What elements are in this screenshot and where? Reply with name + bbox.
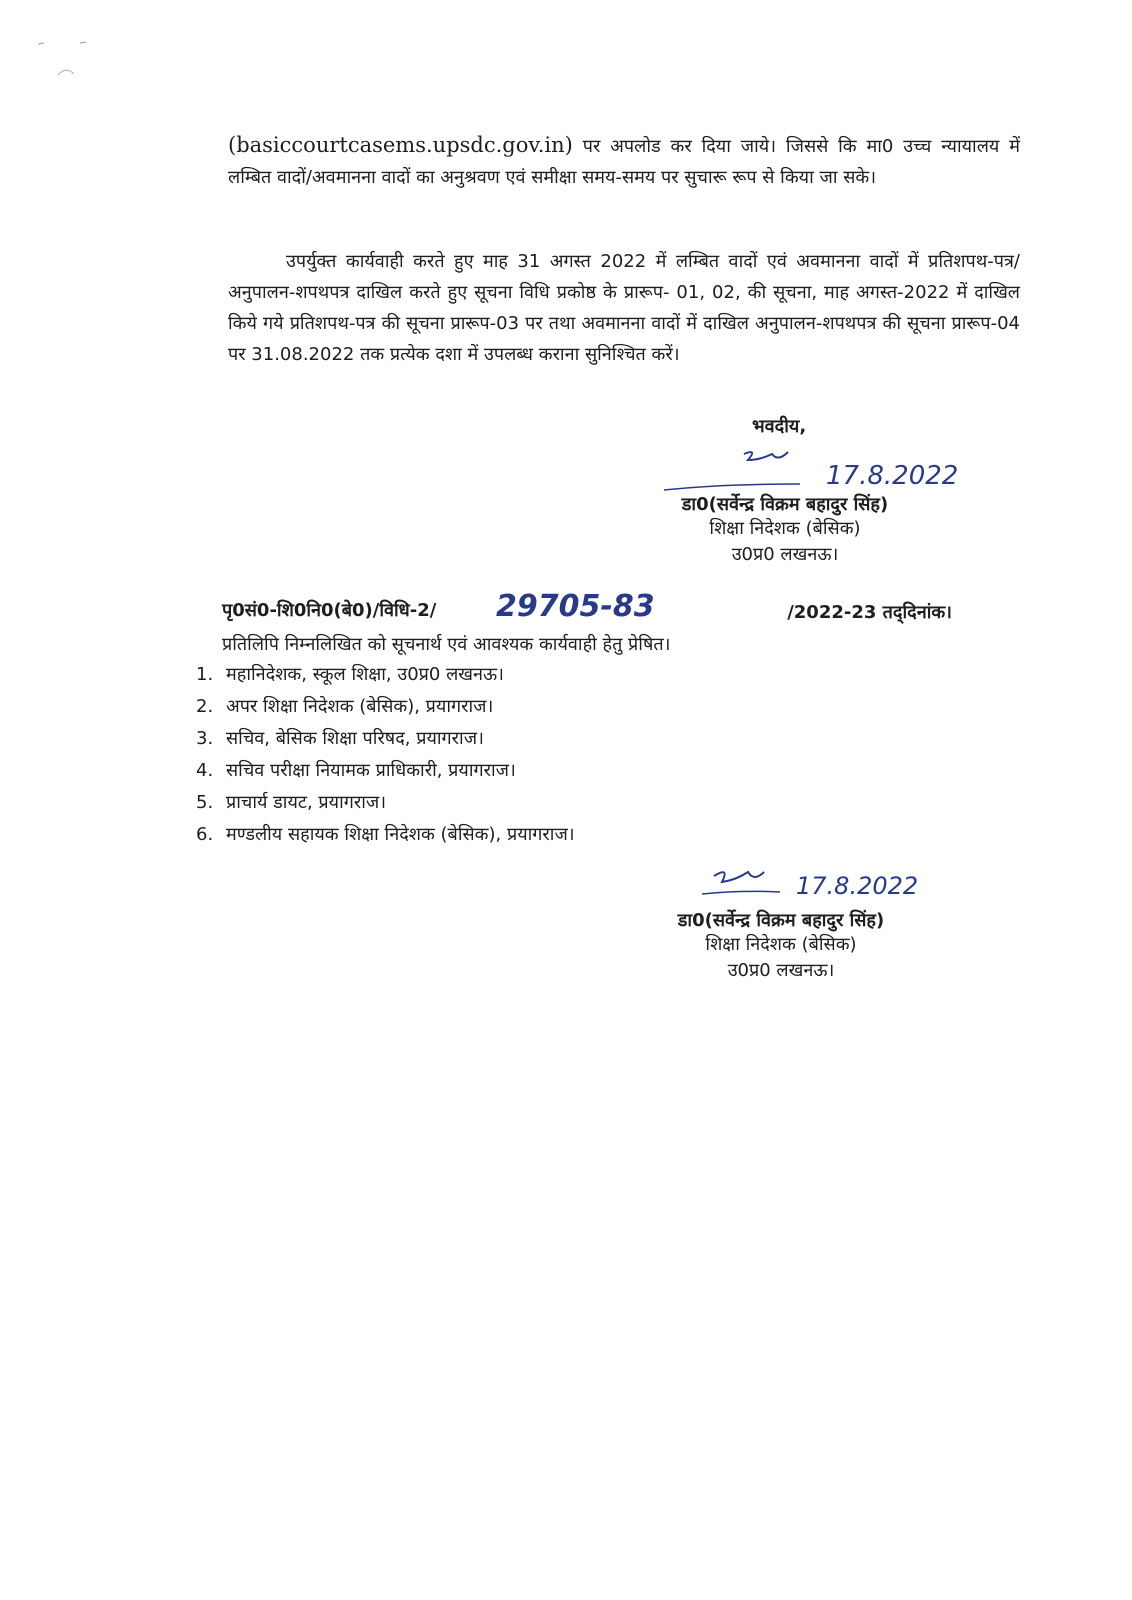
reference-prefix: पृ0सं0-शि0नि0(बे0)/विधि-2/ [222,600,437,621]
body-paragraph-2: उपर्युक्त कार्यवाही करते हुए माह 31 अगस्त 2022 में लम्बित वादों एवं अवमानना वादों में प्रतिशपथ-पत्र/अनुपालन-शपथपत्र दाखिल करते हुए सूचना विधि प्रकोष्ठ के प्रारूप- 01, 02, की सूचना, माह अगस्त-2022 में दाखिल किये गये प्रतिशपथ-पत्र की सूचना प्रारूप-03 पर तथा अवमानना वादों में दाखिल अनुपालन-शपथपत्र की सूचना प्रारूप-04 पर 31.08.2022 तक प्रत्येक दशा में उपलब्ध कराना सुनिश्चित करें। [228,251,1020,365]
signature-mark-2 [700,858,960,908]
list-item: 5. प्राचार्य डायट, प्रयागराज। [196,792,387,813]
recipient-list [196,660,575,852]
scan-specks [30,30,90,90]
list-item: 2. अपर शिक्षा निदेशक (बेसिक), प्रयागराज। [196,696,494,717]
signature-mark-1 [660,440,980,500]
signatory-designation-2: शिक्षा निदेशक (बेसिक) [705,934,857,955]
signatory-name-2: डा0(सर्वेन्द्र विक्रम बहादुर सिंह) [677,910,885,931]
signatory-location: उ0प्र0 लखनऊ। [731,544,839,565]
paragraph-1-text: पर अपलोड कर दिया जाये। जिससे कि मा0 उच्च न्यायालय में लम्बित वादों/अवमानना वादों का अनुश्रवण एवं समीक्षा समय-समय पर सुचारू रूप से किया जा सके। [228,136,1020,188]
reference-number-handwritten [492,576,672,626]
body-paragraph-1 [228,130,1020,193]
signatory-designation: शिक्षा निदेशक (बेसिक) [709,518,861,539]
list-item: 3. सचिव, बेसिक शिक्षा परिषद, प्रयागराज। [196,728,484,749]
closing-salutation: भवदीय, [752,416,807,437]
reference-suffix: /2022-23 तद्‌दिनांक। [787,602,952,623]
reference-number: 29705-83 [496,589,655,624]
copy-intro: प्रतिलिपि निम्नलिखित को सूचनार्थ एवं आवश्यक कार्यवाही हेतु प्रेषित। [222,634,671,655]
signature-date-1: 17.8.2022 [826,461,959,491]
signatory-block-2 [636,908,926,984]
signatory-location-2: उ0प्र0 लखनऊ। [727,960,835,981]
signature-date-2: 17.8.2022 [796,872,919,900]
list-item: 4. सचिव परीक्षा नियामक प्राधिकारी, प्रयागराज। [196,760,516,781]
list-item: 1. महानिदेशक, स्कूल शिक्षा, उ0प्र0 लखनऊ। [196,664,504,685]
list-item: 6. मण्डलीय सहायक शिक्षा निदेशक (बेसिक), प्रयागराज। [196,824,575,845]
reference-line [222,589,952,628]
signatory-name: डा0(सर्वेन्द्र विक्रम बहादुर सिंह) [681,494,889,515]
portal-url: (basiccourtcasems.upsdc.gov.in) [228,133,573,157]
signatory-block [640,492,930,568]
